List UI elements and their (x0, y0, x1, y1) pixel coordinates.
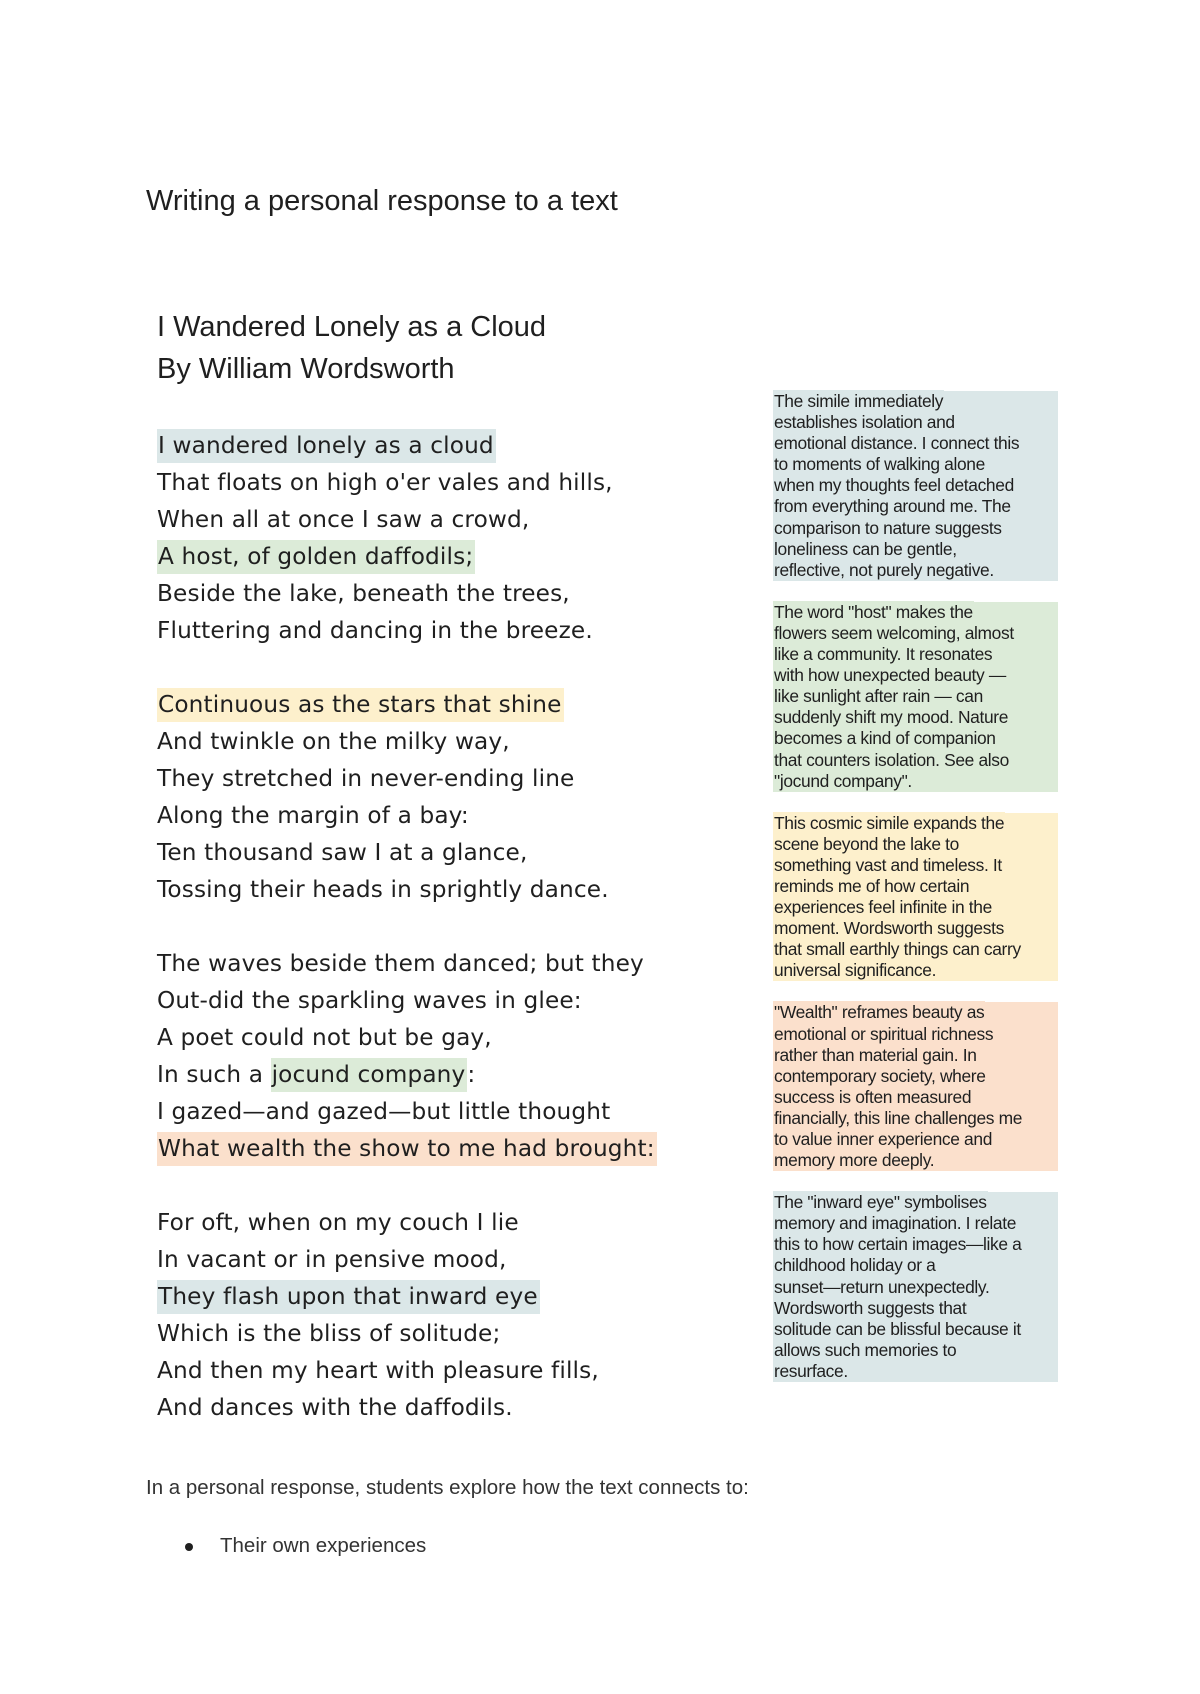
annotation-text: sunset—return unexpectedly. (774, 1276, 990, 1297)
poem-line (157, 1389, 757, 1426)
poem-line-text: In vacant or in pensive mood, (157, 1246, 507, 1273)
poem-line (157, 501, 757, 538)
annotation-line (773, 1150, 1058, 1171)
annotation-text: emotional or spiritual richness (774, 1023, 994, 1044)
annotation-line (773, 496, 1058, 517)
annotation-text: that small earthly things can carry (774, 939, 1021, 960)
annotation-text: The word "host" makes the (774, 601, 973, 622)
annotation-text: Wordsworth suggests that (774, 1297, 967, 1318)
annotation-text: childhood holiday or a (774, 1255, 936, 1276)
poem-line-text: That floats on high o'er vales and hills, (157, 469, 613, 496)
annotation-text: to value inner experience and (774, 1129, 993, 1149)
annotation-text: comparison to nature suggests (774, 517, 1002, 538)
annotation-line (773, 560, 1058, 581)
annotation-line (773, 1234, 1058, 1255)
poem-line-text: The waves beside them danced; but they (157, 950, 644, 977)
highlighted-line: They flash upon that inward eye (157, 1280, 540, 1314)
poem-line-text: Ten thousand saw I at a glance, (157, 839, 528, 866)
highlighted-line: I wandered lonely as a cloud (157, 429, 496, 463)
annotation-text: resurface. (774, 1360, 848, 1381)
poem-line (157, 1056, 757, 1093)
annotation-line (773, 1298, 1058, 1319)
bullet-list (146, 1532, 426, 1560)
poem-line (157, 538, 757, 575)
poem-line-text: Beside the lake, beneath the trees, (157, 580, 570, 607)
poem-line-text: Fluttering and dancing in the breeze. (157, 617, 593, 644)
poem-line (157, 1278, 757, 1315)
intro-paragraph: In a personal response, students explore how the text connects to: (146, 1476, 749, 1499)
annotation-line (773, 1002, 1058, 1023)
poem-line-text: For oft, when on my couch I lie (157, 1209, 519, 1236)
annotation-line (773, 623, 1058, 644)
annotation-text: contemporary society, where (774, 1065, 986, 1086)
poem-line (157, 464, 757, 501)
bullet-item (146, 1532, 426, 1560)
poem-line-text: Tossing their heads in sprightly dance. (157, 876, 609, 903)
poem-line (157, 834, 757, 871)
annotation-text: like sunlight after rain — can (774, 686, 983, 707)
poem-byline: By William Wordsworth (157, 353, 455, 385)
annotation-note (773, 391, 1058, 581)
poem-line (157, 1204, 757, 1241)
annotation-text: something vast and timeless. It (774, 854, 1002, 875)
annotation-text: reminds me of how certain (774, 875, 970, 896)
poem-stanza (157, 427, 757, 649)
poem-line-text: When all at once I saw a crowd, (157, 506, 530, 533)
annotation-text: "Wealth" reframes beauty as (774, 1002, 985, 1023)
annotation-line (773, 412, 1058, 433)
annotation-line (773, 876, 1058, 897)
annotation-text: loneliness can be gentle, (774, 538, 957, 559)
annotation-line (773, 1129, 1058, 1150)
poem-heading (157, 306, 546, 390)
annotation-line (773, 1066, 1058, 1087)
annotation-line (773, 1024, 1058, 1045)
annotation-line (773, 686, 1058, 707)
annotation-line (773, 939, 1058, 960)
page-title: Writing a personal response to a text (146, 185, 618, 217)
poem-line (157, 612, 757, 649)
annotation-line (773, 602, 1058, 623)
annotation-line (773, 391, 1058, 412)
annotation-text: reflective, not purely negative. (774, 559, 994, 580)
annotation-line (773, 518, 1058, 539)
annotation-text: solitude can be blissful because it (774, 1318, 1021, 1339)
annotation-text: "jocund company". (774, 770, 912, 791)
poem-line-text: And dances with the daffodils. (157, 1394, 513, 1421)
poem-line (157, 723, 757, 760)
annotation-text: when my thoughts feel detached (774, 475, 1014, 496)
highlighted-line: What wealth the show to me had brought: (157, 1132, 657, 1166)
annotation-text: universal significance. (774, 960, 937, 981)
poem-line (157, 686, 757, 723)
annotation-text: that counters isolation. See also (774, 749, 1009, 770)
annotation-column (773, 391, 1058, 1403)
annotation-line (773, 665, 1058, 686)
poem-line-text: And then my heart with pleasure fills, (157, 1357, 599, 1384)
annotation-line (773, 1361, 1058, 1382)
annotation-line (773, 433, 1058, 454)
annotation-text: establishes isolation and (774, 412, 955, 433)
annotation-line (773, 728, 1058, 749)
annotation-line (773, 707, 1058, 728)
poem-line-text: And twinkle on the milky way, (157, 728, 510, 755)
annotation-text: to moments of walking alone (774, 454, 985, 475)
poem-line (157, 1093, 757, 1130)
annotation-line (773, 1087, 1058, 1108)
poem-line (157, 1130, 757, 1167)
annotation-line (773, 750, 1058, 771)
poem-line (157, 427, 757, 464)
poem-stanza (157, 945, 757, 1167)
annotation-text: becomes a kind of companion (774, 728, 996, 749)
poem-line-text: : (467, 1061, 476, 1088)
annotation-line (773, 855, 1058, 876)
annotation-line (773, 454, 1058, 475)
poem-line-text: Which is the bliss of solitude; (157, 1320, 501, 1347)
bullet-dot-icon (185, 1543, 193, 1551)
annotation-line (773, 1340, 1058, 1361)
annotation-text: financially, this line challenges me (774, 1107, 1023, 1128)
annotation-text: from everything around me. The (774, 496, 1011, 517)
highlighted-line: A host, of golden daffodils; (157, 540, 475, 574)
poem-line-text: They stretched in never-ending line (157, 765, 575, 792)
annotation-line (773, 1108, 1058, 1129)
annotation-text: The simile immediately (774, 391, 944, 411)
annotation-line (773, 1192, 1058, 1213)
annotation-line (773, 897, 1058, 918)
poem-line (157, 871, 757, 908)
annotation-line (773, 644, 1058, 665)
poem-line (157, 1241, 757, 1278)
annotation-text: suddenly shift my mood. Nature (774, 707, 1009, 728)
annotation-line (773, 1045, 1058, 1066)
annotation-line (773, 918, 1058, 939)
annotation-text: experiences feel infinite in the (774, 897, 992, 918)
poem-line-text: Out-did the sparkling waves in glee: (157, 987, 582, 1014)
annotation-line (773, 771, 1058, 792)
highlighted-phrase: jocund company (271, 1058, 468, 1092)
poem-stanza (157, 686, 757, 908)
annotation-text: moment. Wordsworth suggests (774, 918, 1004, 939)
annotation-line (773, 834, 1058, 855)
annotation-line (773, 1319, 1058, 1340)
annotation-line (773, 1213, 1058, 1234)
annotation-line (773, 1277, 1058, 1298)
poem-line (157, 1019, 757, 1056)
poem-stanza (157, 1204, 757, 1426)
annotation-text: success is often measured (774, 1086, 972, 1107)
annotation-line (773, 1255, 1058, 1276)
poem-line (157, 1352, 757, 1389)
annotation-note (773, 1002, 1058, 1171)
annotation-text: memory more deeply. (774, 1150, 935, 1171)
annotation-text: rather than material gain. In (774, 1044, 977, 1065)
poem-line-text: I gazed—and gazed—but little thought (157, 1098, 611, 1125)
poem-line-text: A poet could not but be gay, (157, 1024, 492, 1051)
poem-line-text: Along the margin of a bay: (157, 802, 469, 829)
poem-line (157, 1315, 757, 1352)
annotation-line (773, 539, 1058, 560)
annotation-text: with how unexpected beauty — (774, 665, 1006, 686)
annotation-text: allows such memories to (774, 1339, 957, 1360)
poem-line (157, 797, 757, 834)
annotation-text: like a community. It resonates (774, 644, 993, 665)
annotation-note (773, 1192, 1058, 1382)
annotation-text: This cosmic simile expands the (774, 812, 1005, 833)
poem-title: I Wandered Lonely as a Cloud (157, 311, 547, 343)
annotation-text: this to how certain images—like a (774, 1234, 1022, 1255)
annotation-text: emotional distance. I connect this (774, 433, 1020, 454)
poem-line (157, 575, 757, 612)
annotation-line (773, 813, 1058, 834)
annotation-text: flowers seem welcoming, almost (774, 622, 1014, 643)
annotation-text: scene beyond the lake to (774, 833, 959, 854)
poem-line (157, 982, 757, 1019)
bullet-text: Their own experiences (220, 1534, 427, 1557)
poem-line (157, 760, 757, 797)
annotation-note (773, 602, 1058, 792)
poem-line-text: In such a (157, 1061, 271, 1088)
highlighted-line: Continuous as the stars that shine (157, 688, 564, 722)
poem-body (157, 427, 757, 1463)
annotation-text: memory and imagination. I relate (774, 1213, 1017, 1234)
poem-line (157, 945, 757, 982)
annotation-line (773, 960, 1058, 981)
annotation-text: The "inward eye" symbolises (774, 1192, 987, 1213)
annotation-line (773, 475, 1058, 496)
annotation-note (773, 813, 1058, 982)
